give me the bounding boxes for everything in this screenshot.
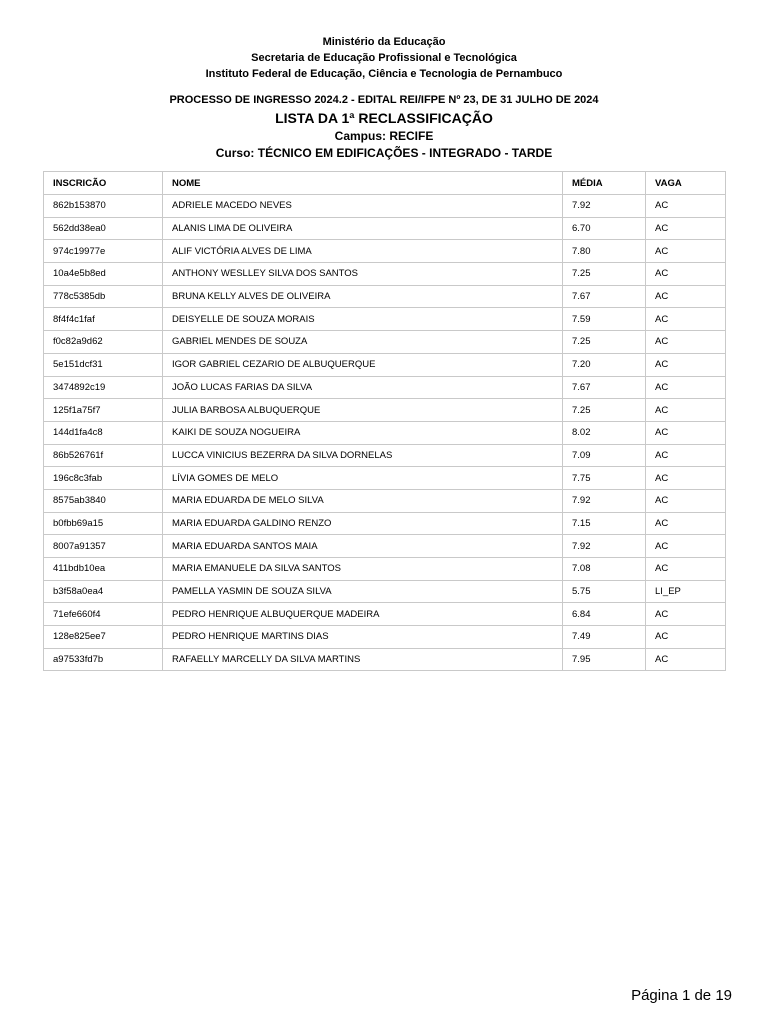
cell-vaga: AC bbox=[646, 467, 726, 490]
cell-vaga: AC bbox=[646, 240, 726, 263]
table-row bbox=[44, 626, 726, 649]
cell-vaga: AC bbox=[646, 308, 726, 331]
cell-nome: BRUNA KELLY ALVES DE OLIVEIRA bbox=[163, 285, 563, 308]
column-header-nome: NOME bbox=[163, 172, 563, 195]
cell-media: 7.25 bbox=[563, 331, 646, 354]
cell-media: 7.92 bbox=[563, 535, 646, 558]
table-row bbox=[44, 308, 726, 331]
table-row bbox=[44, 580, 726, 603]
process-title: PROCESSO DE INGRESSO 2024.2 - EDITAL REI/IFPE Nº 23, DE 31 JULHO DE 2024 bbox=[169, 94, 599, 106]
cell-media: 7.67 bbox=[563, 376, 646, 399]
table-row bbox=[44, 603, 726, 626]
cell-media: 7.59 bbox=[563, 308, 646, 331]
table-row bbox=[44, 376, 726, 399]
cell-nome: PAMELLA YASMIN DE SOUZA SILVA bbox=[163, 580, 563, 603]
cell-nome: JULIA BARBOSA ALBUQUERQUE bbox=[163, 399, 563, 422]
cell-vaga: AC bbox=[646, 535, 726, 558]
cell-media: 7.92 bbox=[563, 489, 646, 512]
cell-inscricao: f0c82a9d62 bbox=[44, 331, 163, 354]
table-row bbox=[44, 489, 726, 512]
course-label: Curso: TÉCNICO EM EDIFICAÇÕES - INTEGRADO - TARDE bbox=[215, 146, 553, 160]
cell-nome: ALANIS LIMA DE OLIVEIRA bbox=[163, 217, 563, 240]
cell-media: 7.95 bbox=[563, 648, 646, 671]
cell-vaga: AC bbox=[646, 444, 726, 467]
table-row bbox=[44, 240, 726, 263]
cell-inscricao: 411bdb10ea bbox=[44, 558, 163, 581]
column-header-media: MÉDIA bbox=[563, 172, 646, 195]
cell-inscricao: 8f4f4c1faf bbox=[44, 308, 163, 331]
table-row bbox=[44, 558, 726, 581]
cell-nome: GABRIEL MENDES DE SOUZA bbox=[163, 331, 563, 354]
table-row bbox=[44, 263, 726, 286]
table-row bbox=[44, 399, 726, 422]
table-row bbox=[44, 285, 726, 308]
cell-media: 6.84 bbox=[563, 603, 646, 626]
cell-nome: IGOR GABRIEL CEZARIO DE ALBUQUERQUE bbox=[163, 353, 563, 376]
campus-label: Campus: RECIFE bbox=[334, 129, 434, 143]
cell-vaga: AC bbox=[646, 489, 726, 512]
cell-nome: DEISYELLE DE SOUZA MORAIS bbox=[163, 308, 563, 331]
cell-vaga: AC bbox=[646, 626, 726, 649]
table-row bbox=[44, 217, 726, 240]
cell-vaga: AC bbox=[646, 421, 726, 444]
table-body bbox=[44, 195, 726, 671]
table-row bbox=[44, 444, 726, 467]
column-header-inscricao: INSCRICÃO bbox=[44, 172, 163, 195]
institute-name: Instituto Federal de Educação, Ciência e Tecnologia de Pernambuco bbox=[205, 68, 563, 80]
cell-vaga: LI_EP bbox=[646, 580, 726, 603]
table-row bbox=[44, 353, 726, 376]
cell-nome: MARIA EDUARDA SANTOS MAIA bbox=[163, 535, 563, 558]
cell-inscricao: 10a4e5b8ed bbox=[44, 263, 163, 286]
cell-vaga: AC bbox=[646, 331, 726, 354]
cell-nome: JOÃO LUCAS FARIAS DA SILVA bbox=[163, 376, 563, 399]
cell-media: 7.20 bbox=[563, 353, 646, 376]
cell-media: 7.75 bbox=[563, 467, 646, 490]
cell-vaga: AC bbox=[646, 512, 726, 535]
table-row bbox=[44, 195, 726, 218]
ministry-name: Ministério da Educação bbox=[322, 36, 446, 48]
cell-nome: KAIKI DE SOUZA NOGUEIRA bbox=[163, 421, 563, 444]
cell-vaga: AC bbox=[646, 376, 726, 399]
cell-nome: RAFAELLY MARCELLY DA SILVA MARTINS bbox=[163, 648, 563, 671]
cell-media: 7.09 bbox=[563, 444, 646, 467]
secretariat-name: Secretaria de Educação Profissional e Tecnológica bbox=[251, 52, 517, 64]
page-number: Página 1 de 19 bbox=[631, 987, 732, 1004]
cell-nome: LÍVIA GOMES DE MELO bbox=[163, 467, 563, 490]
cell-nome: ANTHONY WESLLEY SILVA DOS SANTOS bbox=[163, 263, 563, 286]
cell-media: 6.70 bbox=[563, 217, 646, 240]
cell-nome: ADRIELE MACEDO NEVES bbox=[163, 195, 563, 218]
cell-inscricao: 144d1fa4c8 bbox=[44, 421, 163, 444]
cell-inscricao: 86b526761f bbox=[44, 444, 163, 467]
cell-media: 7.49 bbox=[563, 626, 646, 649]
column-header-vaga: VAGA bbox=[646, 172, 726, 195]
cell-nome: ALIF VICTÓRIA ALVES DE LIMA bbox=[163, 240, 563, 263]
document-header bbox=[0, 34, 768, 162]
cell-media: 7.67 bbox=[563, 285, 646, 308]
cell-nome: LUCCA VINICIUS BEZERRA DA SILVA DORNELAS bbox=[163, 444, 563, 467]
cell-inscricao: b0fbb69a15 bbox=[44, 512, 163, 535]
cell-nome: MARIA EMANUELE DA SILVA SANTOS bbox=[163, 558, 563, 581]
cell-media: 5.75 bbox=[563, 580, 646, 603]
cell-nome: PEDRO HENRIQUE MARTINS DIAS bbox=[163, 626, 563, 649]
cell-nome: MARIA EDUARDA GALDINO RENZO bbox=[163, 512, 563, 535]
table-row bbox=[44, 648, 726, 671]
cell-media: 7.92 bbox=[563, 195, 646, 218]
cell-inscricao: 5e151dcf31 bbox=[44, 353, 163, 376]
cell-inscricao: 8575ab3840 bbox=[44, 489, 163, 512]
table-row bbox=[44, 421, 726, 444]
cell-media: 7.25 bbox=[563, 263, 646, 286]
table-header-row bbox=[44, 172, 726, 195]
table-row bbox=[44, 535, 726, 558]
cell-inscricao: 562dd38ea0 bbox=[44, 217, 163, 240]
list-title: LISTA DA 1ª RECLASSIFICAÇÃO bbox=[275, 110, 493, 126]
cell-inscricao: 196c8c3fab bbox=[44, 467, 163, 490]
table-row bbox=[44, 467, 726, 490]
cell-inscricao: 8007a91357 bbox=[44, 535, 163, 558]
cell-vaga: AC bbox=[646, 263, 726, 286]
cell-nome: MARIA EDUARDA DE MELO SILVA bbox=[163, 489, 563, 512]
cell-vaga: AC bbox=[646, 353, 726, 376]
cell-inscricao: 128e825ee7 bbox=[44, 626, 163, 649]
cell-vaga: AC bbox=[646, 399, 726, 422]
cell-nome: PEDRO HENRIQUE ALBUQUERQUE MADEIRA bbox=[163, 603, 563, 626]
cell-media: 7.80 bbox=[563, 240, 646, 263]
table-row bbox=[44, 512, 726, 535]
table-row bbox=[44, 331, 726, 354]
cell-media: 8.02 bbox=[563, 421, 646, 444]
cell-vaga: AC bbox=[646, 603, 726, 626]
cell-inscricao: 71efe660f4 bbox=[44, 603, 163, 626]
results-table bbox=[43, 171, 726, 671]
cell-media: 7.08 bbox=[563, 558, 646, 581]
cell-vaga: AC bbox=[646, 285, 726, 308]
cell-inscricao: 125f1a75f7 bbox=[44, 399, 163, 422]
cell-vaga: AC bbox=[646, 558, 726, 581]
cell-inscricao: 3474892c19 bbox=[44, 376, 163, 399]
cell-media: 7.25 bbox=[563, 399, 646, 422]
cell-inscricao: 862b153870 bbox=[44, 195, 163, 218]
cell-inscricao: 778c5385db bbox=[44, 285, 163, 308]
cell-media: 7.15 bbox=[563, 512, 646, 535]
cell-inscricao: 974c19977e bbox=[44, 240, 163, 263]
cell-inscricao: a97533fd7b bbox=[44, 648, 163, 671]
cell-inscricao: b3f58a0ea4 bbox=[44, 580, 163, 603]
cell-vaga: AC bbox=[646, 195, 726, 218]
cell-vaga: AC bbox=[646, 648, 726, 671]
cell-vaga: AC bbox=[646, 217, 726, 240]
